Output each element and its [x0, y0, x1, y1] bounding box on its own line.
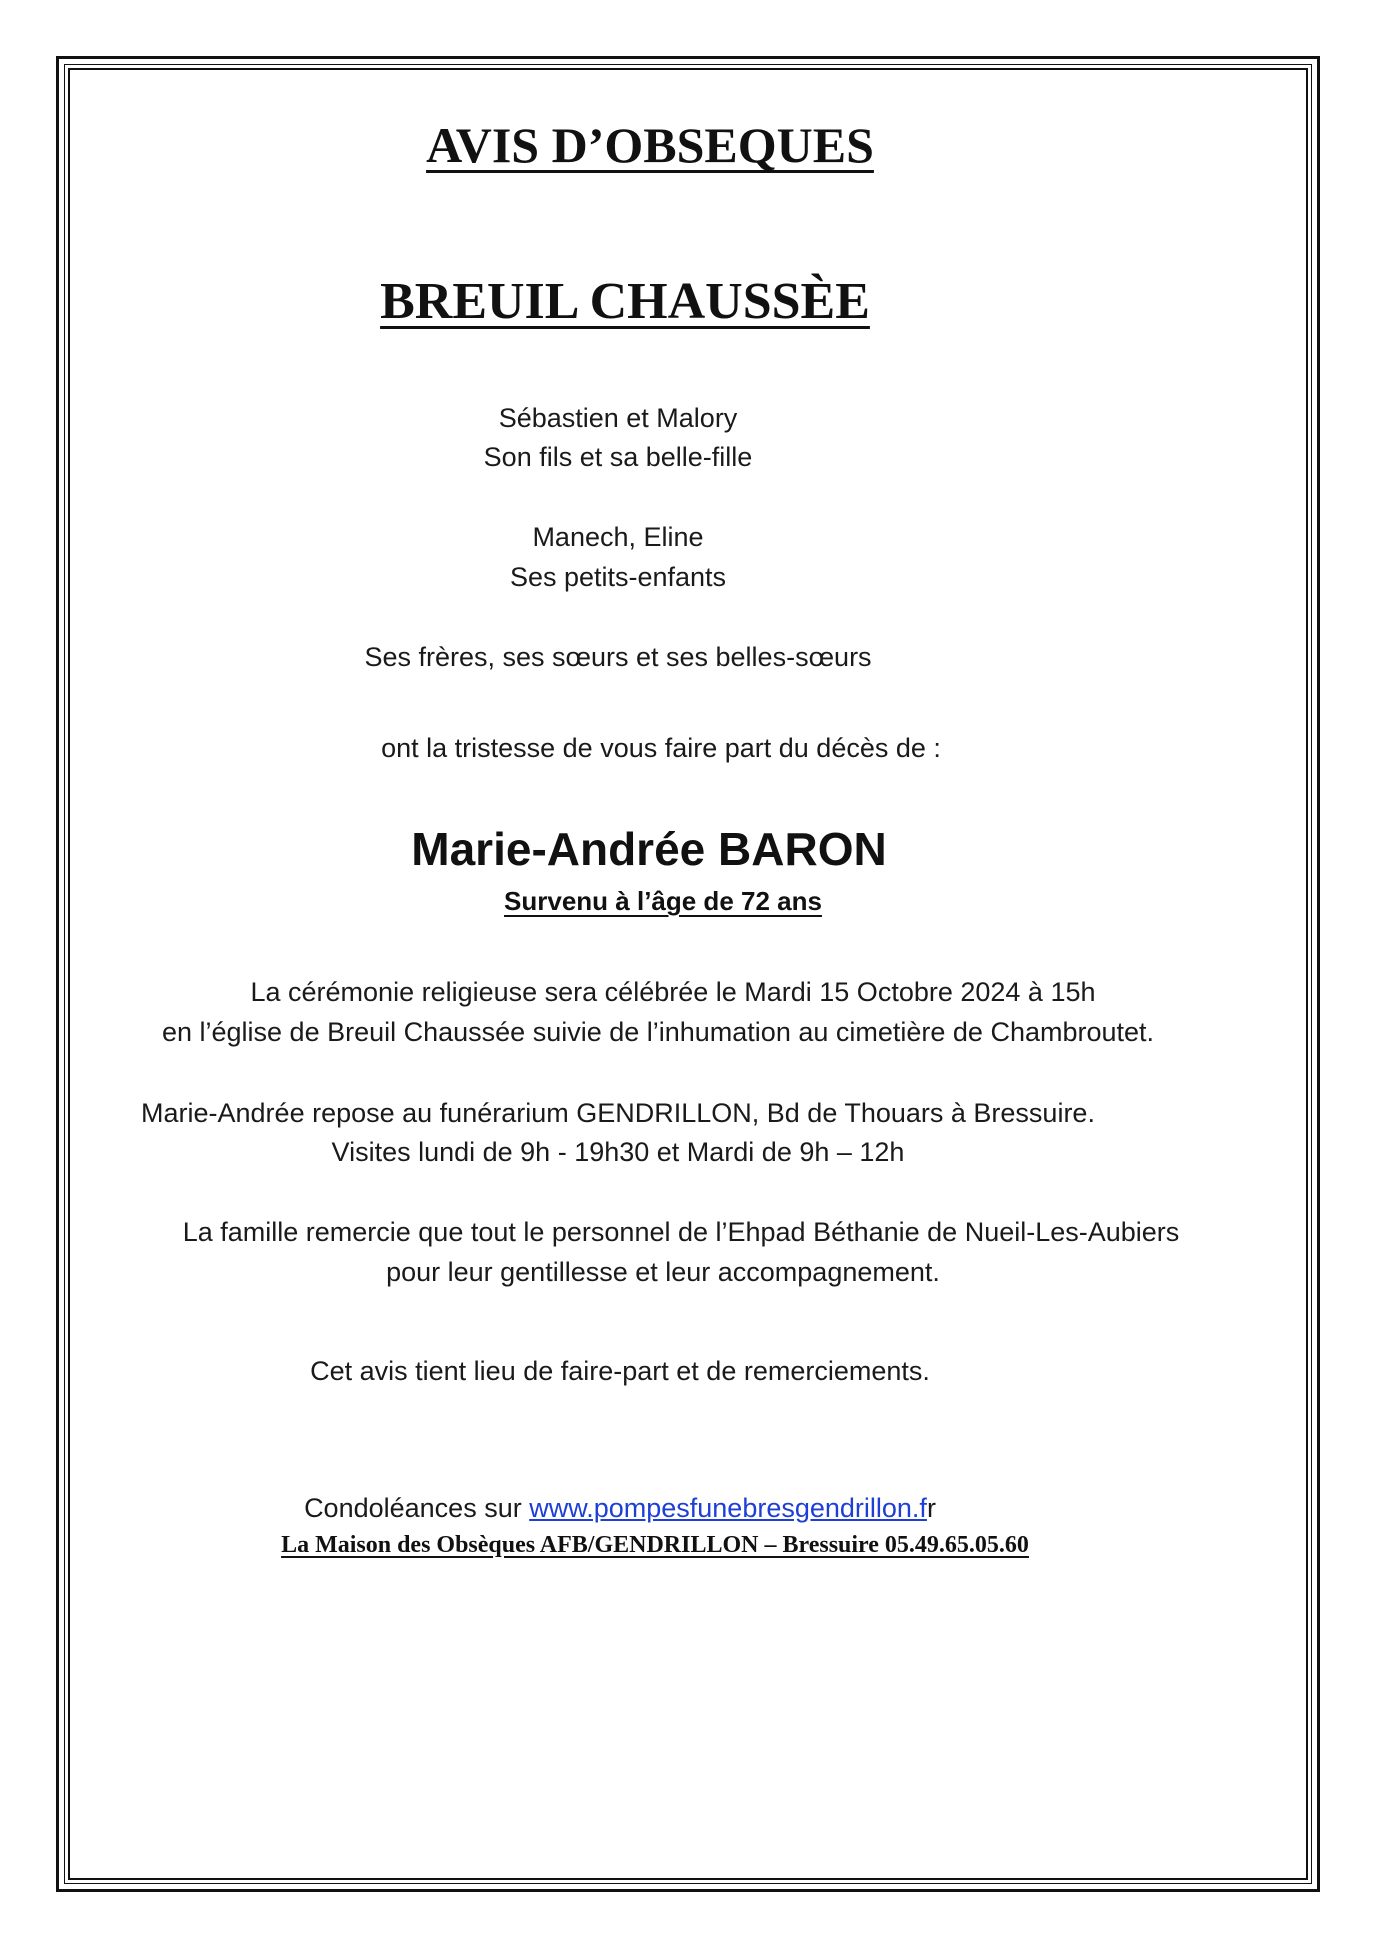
funeral-home-line: La Maison des Obsèques AFB/GENDRILLON – Bressuire 05.49.65.05.60 [281, 1532, 1029, 1558]
deceased-name: Marie-Andrée BARON [411, 823, 887, 875]
ceremony-line-2: en l’église de Breuil Chaussée suivie de l’inhumation au cimetière de Chambroutet. [161, 1017, 1155, 1047]
rest-line-1: Marie-Andrée repose au funérarium GENDRILLON, Bd de Thouars à Bressuire. [141, 1098, 1095, 1128]
condolences-link-tail: r [926, 1493, 936, 1523]
family-names-1: Sébastien et Malory [498, 403, 738, 433]
closing-line: Cet avis tient lieu de faire-part et de remerciements. [310, 1356, 930, 1386]
notice-heading: AVIS D’OBSEQUES [426, 117, 874, 173]
condolences-link[interactable]: www.pompesfunebresgendrillon.f [529, 1493, 927, 1523]
thanks-line-2: pour leur gentillesse et leur accompagnement. [386, 1257, 940, 1287]
condolences-label: Condoléances sur [304, 1493, 530, 1523]
family-relation-2: Ses petits-enfants [509, 562, 727, 592]
thanks-line-1: La famille remercie que tout le personnel de l’Ehpad Béthanie de Nueil-Les-Aubiers [182, 1217, 1180, 1247]
ceremony-line-1: La cérémonie religieuse sera célébrée le Mardi 15 Octobre 2024 à 15h [250, 977, 1096, 1007]
town-name: BREUIL CHAUSSÈE [380, 273, 870, 330]
condolences-line [0, 1493, 1240, 1524]
age-line: Survenu à l’âge de 72 ans [504, 886, 822, 916]
page-border-inner-thick [68, 68, 1308, 1880]
family-relation-1: Son fils et sa belle-fille [483, 442, 753, 472]
siblings-line: Ses frères, ses sœurs et ses belles-sœurs [364, 642, 872, 672]
announcement-line: ont la tristesse de vous faire part du décès de : [381, 733, 941, 763]
family-names-2: Manech, Eline [532, 522, 704, 552]
rest-line-2: Visites lundi de 9h - 19h30 et Mardi de 9h – 12h [331, 1137, 905, 1167]
